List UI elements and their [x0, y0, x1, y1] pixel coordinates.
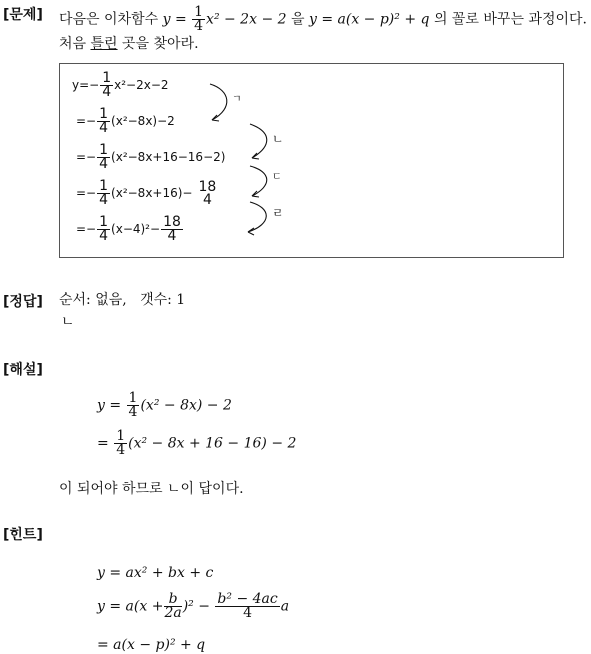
- work-line-1: [72, 72, 169, 99]
- problem-text-c: 의 꼴로 바꾸는 과정이다.: [433, 11, 587, 28]
- work-line-4: [76, 180, 219, 207]
- work-l2-num: 1: [99, 106, 109, 122]
- work-l1-num: 1: [102, 70, 112, 86]
- work-l5-frac: [97, 216, 110, 243]
- work-l2-a: =−: [76, 114, 97, 128]
- exp-e2-a: =: [97, 435, 109, 452]
- hint-h2-b: )² −: [182, 598, 210, 615]
- work-line-5: [76, 216, 184, 243]
- work-l4-den: 4: [99, 192, 109, 208]
- arrow-3-icon: [250, 166, 267, 196]
- work-l5-num2: 18: [163, 214, 181, 230]
- exp-e1-num: 1: [128, 390, 138, 406]
- work-l5-frac2: [161, 216, 183, 243]
- problem-text-b: 을: [290, 11, 305, 28]
- answer-tag: [정답]: [3, 294, 43, 310]
- work-l3-frac: [97, 144, 110, 171]
- arrow-4-icon: [248, 202, 266, 232]
- step-mark-3: ㄷ: [272, 172, 282, 183]
- work-l3-den: 4: [99, 156, 109, 172]
- work-l3-a: =−: [76, 150, 97, 164]
- exp-e1-den: 4: [128, 404, 138, 420]
- eq1-den: 4: [194, 18, 204, 34]
- work-l1-a: y=−: [72, 78, 100, 92]
- work-l1-frac: [100, 72, 113, 99]
- hint-eq-3: = a(x − p)² + q: [97, 637, 206, 653]
- explanation-tag: [해설]: [3, 362, 43, 378]
- exp-e2-frac: [114, 430, 127, 457]
- hint-h2-num: b: [164, 593, 181, 607]
- hint-tag: [힌트]: [3, 527, 43, 543]
- answer-line-2: ㄴ: [61, 314, 75, 330]
- hint-h2-den: 2a: [164, 605, 182, 621]
- problem-line-1: [59, 6, 587, 33]
- work-l5-b: (x−4)²−: [111, 222, 161, 236]
- work-l4-num2: 18: [198, 178, 217, 195]
- work-l5-num: 1: [99, 214, 109, 230]
- eq1-y: y =: [162, 11, 187, 28]
- eq1-fraction: [192, 6, 205, 33]
- step-mark-2: ㄴ: [272, 132, 284, 146]
- hint-h2-den2: 4: [243, 605, 253, 621]
- hint-h2-frac: [164, 593, 181, 620]
- problem-tag: [문제]: [3, 7, 43, 23]
- exp-e2-den: 4: [116, 442, 126, 458]
- work-l5-a: =−: [76, 222, 97, 236]
- work-l2-frac: [97, 108, 110, 135]
- work-line-2: [76, 108, 175, 135]
- problem-text-d: 처음: [59, 36, 87, 52]
- hint-h2-num2: b² − 4ac: [217, 591, 278, 607]
- work-l4-b: (x²−8x+16)−: [111, 186, 193, 200]
- work-l3-b: (x²−8x+16−16−2): [111, 150, 226, 164]
- hint-eq-1: y = ax² + bx + c: [97, 565, 214, 581]
- exp-e2-num: 1: [116, 428, 126, 444]
- answer-line-1: 순서: 없음, 갯수: 1: [59, 292, 186, 308]
- hint-h2-a: y = a(x +: [97, 598, 164, 615]
- work-l5-den: 4: [99, 228, 109, 244]
- exp-e1-frac: [127, 392, 140, 419]
- hint-eq-2: [97, 593, 289, 620]
- hint-h2-frac2: [215, 593, 279, 620]
- arrow-2-icon: [250, 124, 267, 158]
- work-l4-a: =−: [76, 186, 97, 200]
- underlined-word: 틀린: [90, 36, 118, 52]
- work-box: [59, 63, 564, 258]
- step-mark-1: ㄱ: [232, 94, 242, 105]
- eq1-rest: x² − 2x − 2: [206, 11, 287, 28]
- exp-e1-a: y =: [97, 397, 122, 414]
- problem-line-2: [59, 34, 199, 54]
- problem-text-e: 곳을 찾아라.: [122, 36, 199, 52]
- problem-text-a: 다음은 이차함수: [59, 11, 159, 28]
- work-l4-num: 1: [99, 178, 109, 194]
- arrow-1-icon: [210, 84, 227, 120]
- work-l2-den: 4: [99, 120, 109, 136]
- work-l4-den2: 4: [202, 191, 212, 208]
- hint-h2-c: a: [280, 598, 290, 615]
- explanation-eq-1: [97, 392, 232, 419]
- eq1-num: 1: [194, 4, 204, 20]
- work-l1-den: 4: [102, 84, 112, 100]
- work-l5-den2: 4: [167, 228, 177, 244]
- exp-e2-b: (x² − 8x + 16 − 16) − 2: [128, 435, 297, 452]
- work-l3-num: 1: [99, 142, 109, 158]
- work-l4-frac: [97, 180, 110, 207]
- eq2: y = a(x − p)² + q: [308, 11, 430, 28]
- work-l2-b: (x²−8x)−2: [111, 114, 175, 128]
- explanation-eq-2: [97, 430, 296, 457]
- work-l1-b: x²−2x−2: [114, 78, 169, 92]
- step-mark-4: ㄹ: [272, 206, 284, 220]
- explanation-conclusion: 이 되어야 하므로 ㄴ이 답이다.: [59, 481, 244, 497]
- exp-e1-b: (x² − 8x) − 2: [140, 397, 232, 414]
